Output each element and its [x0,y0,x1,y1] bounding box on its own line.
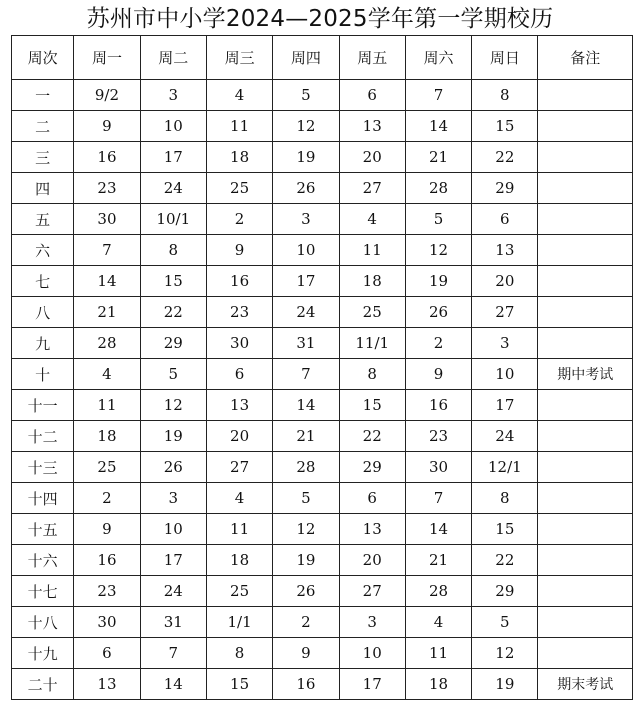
date-cell-wednesday: 11 [206,514,272,545]
column-header-friday: 周五 [339,36,405,80]
date-cell-saturday: 9 [405,359,471,390]
date-cell-saturday: 19 [405,266,471,297]
date-cell-wednesday: 13 [206,390,272,421]
note-cell [538,80,633,111]
week-number-cell: 九 [12,328,74,359]
date-cell-wednesday: 18 [206,142,272,173]
date-cell-sunday: 3 [472,328,538,359]
date-cell-saturday: 4 [405,607,471,638]
table-header-row [12,36,633,80]
date-cell-monday: 9 [74,111,140,142]
date-cell-saturday: 21 [405,545,471,576]
date-cell-tuesday: 12 [140,390,206,421]
date-cell-wednesday: 4 [206,483,272,514]
school-calendar-table [11,35,633,700]
date-cell-thursday: 19 [273,545,339,576]
date-cell-friday: 22 [339,421,405,452]
date-cell-monday: 7 [74,235,140,266]
date-cell-saturday: 2 [405,328,471,359]
date-cell-wednesday: 25 [206,576,272,607]
date-cell-friday: 27 [339,173,405,204]
table-row [12,421,633,452]
date-cell-monday: 30 [74,204,140,235]
date-cell-monday: 16 [74,142,140,173]
date-cell-friday: 8 [339,359,405,390]
note-cell [538,142,633,173]
date-cell-saturday: 28 [405,576,471,607]
date-cell-thursday: 2 [273,607,339,638]
date-cell-monday: 16 [74,545,140,576]
table-row [12,266,633,297]
date-cell-wednesday: 15 [206,669,272,700]
date-cell-monday: 6 [74,638,140,669]
date-cell-saturday: 7 [405,80,471,111]
date-cell-wednesday: 4 [206,80,272,111]
note-cell [538,452,633,483]
date-cell-monday: 23 [74,576,140,607]
date-cell-sunday: 12 [472,638,538,669]
date-cell-sunday: 8 [472,483,538,514]
note-cell [538,266,633,297]
date-cell-thursday: 26 [273,173,339,204]
date-cell-sunday: 15 [472,514,538,545]
date-cell-sunday: 29 [472,576,538,607]
date-cell-monday: 11 [74,390,140,421]
note-cell [538,235,633,266]
date-cell-sunday: 22 [472,142,538,173]
date-cell-thursday: 19 [273,142,339,173]
week-number-cell: 三 [12,142,74,173]
date-cell-wednesday: 9 [206,235,272,266]
week-number-cell: 十七 [12,576,74,607]
date-cell-sunday: 24 [472,421,538,452]
note-cell [538,514,633,545]
week-number-cell: 七 [12,266,74,297]
column-header-wednesday: 周三 [206,36,272,80]
date-cell-tuesday: 7 [140,638,206,669]
date-cell-saturday: 23 [405,421,471,452]
column-header-week: 周次 [12,36,74,80]
week-number-cell: 二十 [12,669,74,700]
date-cell-tuesday: 15 [140,266,206,297]
date-cell-wednesday: 2 [206,204,272,235]
date-cell-monday: 2 [74,483,140,514]
date-cell-wednesday: 16 [206,266,272,297]
table-row [12,545,633,576]
date-cell-saturday: 18 [405,669,471,700]
date-cell-monday: 28 [74,328,140,359]
date-cell-friday: 27 [339,576,405,607]
date-cell-sunday: 13 [472,235,538,266]
date-cell-tuesday: 10 [140,514,206,545]
date-cell-friday: 13 [339,514,405,545]
table-body [12,80,633,700]
note-cell [538,204,633,235]
date-cell-wednesday: 6 [206,359,272,390]
date-cell-sunday: 19 [472,669,538,700]
table-row [12,359,633,390]
note-cell [538,576,633,607]
table-row [12,576,633,607]
date-cell-tuesday: 26 [140,452,206,483]
date-cell-saturday: 7 [405,483,471,514]
table-row [12,142,633,173]
date-cell-tuesday: 8 [140,235,206,266]
column-header-notes: 备注 [538,36,633,80]
week-number-cell: 五 [12,204,74,235]
week-number-cell: 十八 [12,607,74,638]
table-row [12,235,633,266]
date-cell-tuesday: 14 [140,669,206,700]
date-cell-wednesday: 25 [206,173,272,204]
note-cell [538,390,633,421]
date-cell-sunday: 20 [472,266,538,297]
date-cell-sunday: 17 [472,390,538,421]
table-row [12,204,633,235]
date-cell-tuesday: 10 [140,111,206,142]
date-cell-thursday: 7 [273,359,339,390]
table-row [12,328,633,359]
note-cell [538,328,633,359]
date-cell-sunday: 22 [472,545,538,576]
date-cell-friday: 20 [339,142,405,173]
date-cell-saturday: 28 [405,173,471,204]
date-cell-friday: 6 [339,483,405,514]
date-cell-friday: 11 [339,235,405,266]
date-cell-monday: 4 [74,359,140,390]
note-cell [538,173,633,204]
date-cell-friday: 4 [339,204,405,235]
table-row [12,638,633,669]
date-cell-tuesday: 24 [140,576,206,607]
date-cell-friday: 17 [339,669,405,700]
column-header-tuesday: 周二 [140,36,206,80]
date-cell-sunday: 27 [472,297,538,328]
week-number-cell: 十二 [12,421,74,452]
note-cell [538,421,633,452]
date-cell-thursday: 12 [273,514,339,545]
date-cell-sunday: 15 [472,111,538,142]
note-cell: 期末考试 [538,669,633,700]
note-cell [538,638,633,669]
date-cell-tuesday: 3 [140,483,206,514]
week-number-cell: 十四 [12,483,74,514]
date-cell-wednesday: 8 [206,638,272,669]
date-cell-thursday: 10 [273,235,339,266]
column-header-monday: 周一 [74,36,140,80]
date-cell-sunday: 8 [472,80,538,111]
date-cell-thursday: 31 [273,328,339,359]
date-cell-monday: 9/2 [74,80,140,111]
date-cell-tuesday: 10/1 [140,204,206,235]
date-cell-friday: 10 [339,638,405,669]
table-row [12,297,633,328]
week-number-cell: 八 [12,297,74,328]
week-number-cell: 二 [12,111,74,142]
date-cell-wednesday: 1/1 [206,607,272,638]
date-cell-friday: 11/1 [339,328,405,359]
week-number-cell: 十九 [12,638,74,669]
date-cell-sunday: 29 [472,173,538,204]
date-cell-tuesday: 5 [140,359,206,390]
date-cell-thursday: 21 [273,421,339,452]
date-cell-friday: 25 [339,297,405,328]
date-cell-sunday: 6 [472,204,538,235]
note-cell [538,607,633,638]
week-number-cell: 十一 [12,390,74,421]
date-cell-thursday: 3 [273,204,339,235]
date-cell-thursday: 16 [273,669,339,700]
date-cell-tuesday: 22 [140,297,206,328]
column-header-saturday: 周六 [405,36,471,80]
table-row [12,483,633,514]
date-cell-wednesday: 23 [206,297,272,328]
date-cell-wednesday: 20 [206,421,272,452]
date-cell-monday: 21 [74,297,140,328]
note-cell [538,483,633,514]
column-header-thursday: 周四 [273,36,339,80]
week-number-cell: 十五 [12,514,74,545]
date-cell-friday: 15 [339,390,405,421]
date-cell-saturday: 12 [405,235,471,266]
week-number-cell: 一 [12,80,74,111]
note-cell [538,545,633,576]
date-cell-friday: 3 [339,607,405,638]
date-cell-friday: 6 [339,80,405,111]
table-row [12,80,633,111]
table-row [12,607,633,638]
date-cell-thursday: 24 [273,297,339,328]
date-cell-saturday: 11 [405,638,471,669]
date-cell-saturday: 26 [405,297,471,328]
week-number-cell: 十三 [12,452,74,483]
date-cell-thursday: 26 [273,576,339,607]
table-row [12,669,633,700]
date-cell-thursday: 9 [273,638,339,669]
table-row [12,390,633,421]
date-cell-tuesday: 24 [140,173,206,204]
table-row [12,173,633,204]
date-cell-monday: 14 [74,266,140,297]
week-number-cell: 十六 [12,545,74,576]
date-cell-saturday: 14 [405,514,471,545]
date-cell-wednesday: 11 [206,111,272,142]
date-cell-friday: 18 [339,266,405,297]
date-cell-saturday: 30 [405,452,471,483]
date-cell-monday: 25 [74,452,140,483]
date-cell-friday: 20 [339,545,405,576]
table-row [12,452,633,483]
date-cell-wednesday: 18 [206,545,272,576]
date-cell-friday: 29 [339,452,405,483]
date-cell-monday: 13 [74,669,140,700]
date-cell-monday: 30 [74,607,140,638]
date-cell-saturday: 21 [405,142,471,173]
date-cell-thursday: 5 [273,483,339,514]
date-cell-tuesday: 29 [140,328,206,359]
date-cell-saturday: 14 [405,111,471,142]
date-cell-tuesday: 17 [140,142,206,173]
table-row [12,111,633,142]
week-number-cell: 四 [12,173,74,204]
date-cell-thursday: 12 [273,111,339,142]
column-header-sunday: 周日 [472,36,538,80]
date-cell-saturday: 16 [405,390,471,421]
date-cell-tuesday: 31 [140,607,206,638]
date-cell-wednesday: 30 [206,328,272,359]
date-cell-tuesday: 17 [140,545,206,576]
date-cell-sunday: 10 [472,359,538,390]
week-number-cell: 十 [12,359,74,390]
date-cell-tuesday: 3 [140,80,206,111]
date-cell-thursday: 17 [273,266,339,297]
week-number-cell: 六 [12,235,74,266]
note-cell [538,297,633,328]
date-cell-saturday: 5 [405,204,471,235]
date-cell-monday: 9 [74,514,140,545]
note-cell [538,111,633,142]
page-title: 苏州市中小学2024—2025学年第一学期校历 [86,6,554,32]
date-cell-monday: 23 [74,173,140,204]
date-cell-sunday: 12/1 [472,452,538,483]
date-cell-friday: 13 [339,111,405,142]
date-cell-sunday: 5 [472,607,538,638]
table-row [12,514,633,545]
date-cell-wednesday: 27 [206,452,272,483]
date-cell-thursday: 14 [273,390,339,421]
date-cell-thursday: 28 [273,452,339,483]
date-cell-tuesday: 19 [140,421,206,452]
date-cell-thursday: 5 [273,80,339,111]
date-cell-monday: 18 [74,421,140,452]
note-cell: 期中考试 [538,359,633,390]
